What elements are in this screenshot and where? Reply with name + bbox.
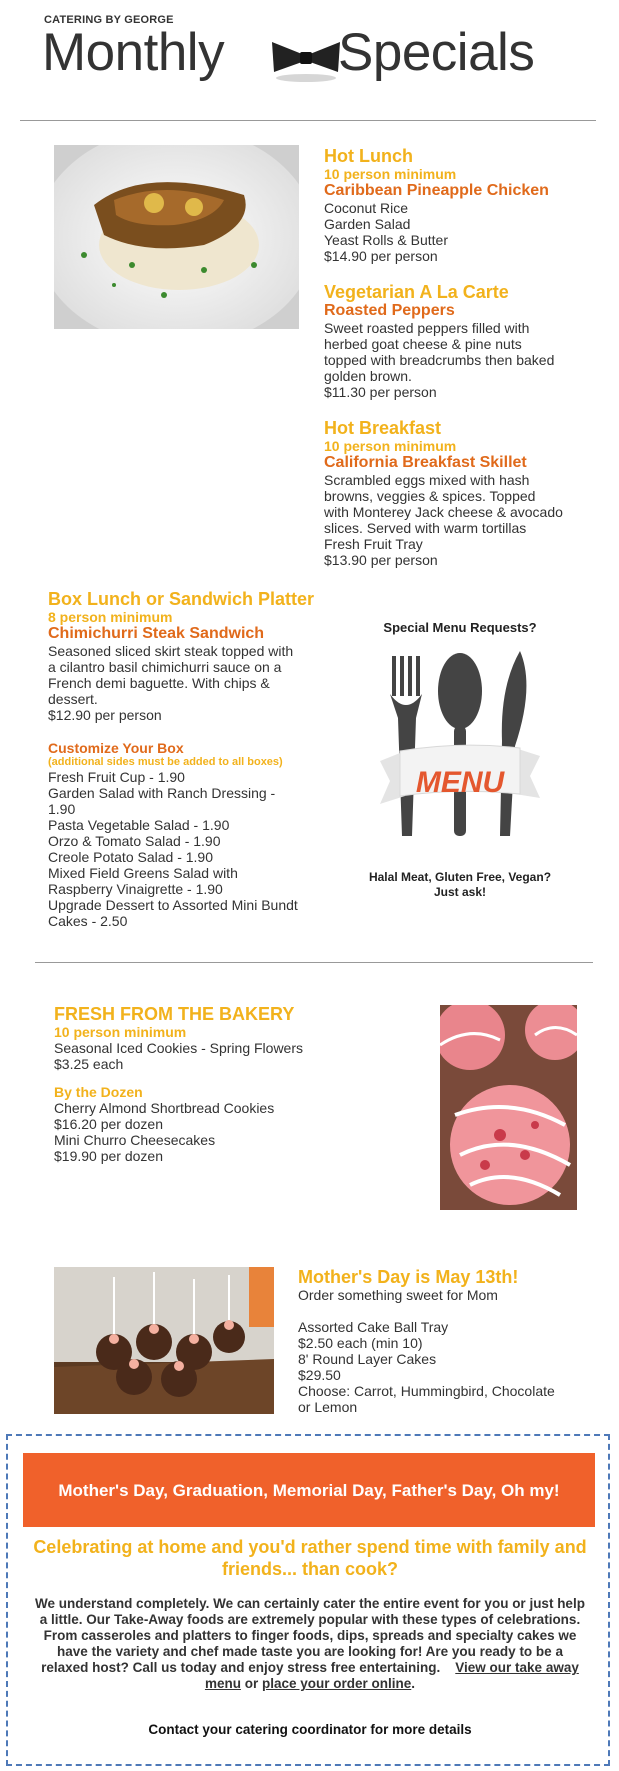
cookies-photo bbox=[440, 1005, 577, 1210]
list-item: Upgrade Dessert to Assorted Mini Bundt bbox=[48, 897, 298, 913]
list-item: Cherry Almond Shortbread Cookies bbox=[54, 1100, 275, 1116]
hot-lunch-title: Hot Lunch bbox=[324, 146, 413, 166]
page-title-monthly: Monthly bbox=[42, 23, 225, 82]
box-lunch-title: Box Lunch or Sandwich Platter bbox=[48, 589, 315, 609]
pineapple-chicken-photo bbox=[54, 145, 299, 329]
promo-heading: Celebrating at home and you'd rather spend time with family and friends... than cook? bbox=[33, 1537, 587, 1579]
list-item: Mixed Field Greens Salad with bbox=[48, 865, 238, 881]
vegetarian-dish: Roasted Peppers bbox=[324, 302, 455, 319]
list-item: $2.50 each (min 10) bbox=[298, 1335, 423, 1351]
divider bbox=[20, 120, 596, 121]
description-line: herbed goat cheese & pine nuts bbox=[324, 336, 522, 352]
promo-body-text: We understand completely. We can certainly cater the entire event for you or just help a little. Our Take-Away foods are extremely popular with these types of celebrations. From casseroles and platters to finger foods, dips, spreads and specialty cakes we have the variety and chef made taste you are looking for! Are you ready to be a relaxed host? Call us today and enjoy stress free entertaining. bbox=[35, 1596, 585, 1675]
description-line: browns, veggies & spices. Topped bbox=[324, 488, 536, 504]
special-menu-footer-line2: Just ask! bbox=[433, 885, 487, 899]
hot-lunch-price: $14.90 per person bbox=[324, 248, 438, 264]
list-item: $29.50 bbox=[298, 1367, 341, 1383]
divider bbox=[35, 962, 593, 963]
mothers-day-title: Mother's Day is May 13th! bbox=[298, 1267, 519, 1287]
customize-note: (additional sides must be added to all boxes) bbox=[48, 756, 283, 768]
hot-lunch-section bbox=[324, 146, 604, 264]
order-online-link[interactable]: place your order online bbox=[261, 1676, 412, 1691]
list-item: $3.25 each bbox=[54, 1056, 124, 1072]
list-item: Seasonal Iced Cookies - Spring Flowers bbox=[54, 1040, 304, 1056]
list-item: 8' Round Layer Cakes bbox=[298, 1351, 437, 1367]
description-line: Seasoned sliced skirt steak topped with bbox=[48, 643, 294, 659]
box-lunch-minimum: 8 person minimum bbox=[48, 609, 173, 625]
description-line: Scrambled eggs mixed with hash bbox=[324, 472, 530, 488]
bakery-dozen-title: By the Dozen bbox=[54, 1084, 143, 1100]
take-away-menu-link[interactable]: View our take away menu bbox=[204, 1660, 579, 1691]
list-item: Raspberry Vinaigrette - 1.90 bbox=[48, 881, 223, 897]
hot-lunch-dish: Caribbean Pineapple Chicken bbox=[324, 182, 549, 199]
description-line: slices. Served with warm tortillas bbox=[324, 520, 527, 536]
promo-body: We understand completely. We can certainly cater the entire event for you or just help a little. Our Take-Away foods are extremely popular with these types of celebrations. From casseroles and platters to finger foods, dips, spreads and specialty cakes we have the variety and chef made taste you are looking for! Are you ready to be a relaxed host? Call us today and enjoy stress free entertaining. View our take away menu or place your order online. bbox=[35, 1596, 585, 1691]
customize-title: Customize Your Box bbox=[48, 740, 184, 756]
list-item: Cakes - 2.50 bbox=[48, 913, 128, 929]
hot-breakfast-price: $13.90 per person bbox=[324, 552, 438, 568]
vegetarian-price: $11.30 per person bbox=[324, 384, 437, 400]
list-item: or Lemon bbox=[298, 1399, 358, 1415]
promo-banner: Mother's Day, Graduation, Memorial Day, Father's Day, Oh my! bbox=[23, 1453, 595, 1527]
list-item: Fresh Fruit Cup - 1.90 bbox=[48, 769, 185, 785]
list-item: Yeast Rolls & Butter bbox=[324, 232, 448, 248]
description-line: golden brown. bbox=[324, 368, 412, 384]
list-item: Creole Potato Salad - 1.90 bbox=[48, 849, 213, 865]
mothers-day-section bbox=[298, 1267, 598, 1415]
mothers-day-subtitle: Order something sweet for Mom bbox=[298, 1287, 498, 1303]
special-menu-footer-line1: Halal Meat, Gluten Free, Vegan? bbox=[368, 870, 552, 884]
special-menu-graphic bbox=[340, 606, 580, 906]
list-item: Garden Salad bbox=[324, 216, 411, 232]
promo-or-text: or bbox=[244, 1676, 259, 1691]
list-item: Assorted Cake Ball Tray bbox=[298, 1319, 449, 1335]
list-item: $19.90 per dozen bbox=[54, 1148, 163, 1164]
box-lunch-section bbox=[48, 589, 338, 723]
brand-name: CATERING BY GEORGE bbox=[44, 14, 174, 26]
hot-breakfast-minimum: 10 person minimum bbox=[324, 438, 457, 454]
utensils-icon bbox=[380, 646, 540, 846]
cake-pops-photo bbox=[54, 1267, 274, 1414]
page-title-specials: Specials bbox=[338, 23, 535, 82]
list-item: $16.20 per dozen bbox=[54, 1116, 163, 1132]
list-item: Coconut Rice bbox=[324, 200, 409, 216]
vegetarian-title: Vegetarian A La Carte bbox=[324, 282, 509, 302]
list-item: 1.90 bbox=[48, 801, 76, 817]
vegetarian-section bbox=[324, 282, 604, 400]
hot-breakfast-dish: California Breakfast Skillet bbox=[324, 454, 527, 471]
description-line: Sweet roasted peppers filled with bbox=[324, 320, 530, 336]
list-item: Choose: Carrot, Hummingbird, Chocolate bbox=[298, 1383, 555, 1399]
description-line: dessert. bbox=[48, 691, 98, 707]
bakery-minimum: 10 person minimum bbox=[54, 1024, 187, 1040]
list-item: Pasta Vegetable Salad - 1.90 bbox=[48, 817, 230, 833]
promo-contact: Contact your catering coordinator for more details bbox=[148, 1722, 472, 1737]
list-item: Garden Salad with Ranch Dressing - bbox=[48, 785, 276, 801]
list-item: Orzo & Tomato Salad - 1.90 bbox=[48, 833, 221, 849]
hot-breakfast-title: Hot Breakfast bbox=[324, 418, 442, 438]
bowtie-icon bbox=[268, 32, 344, 84]
hot-lunch-minimum: 10 person minimum bbox=[324, 166, 457, 182]
special-menu-heading: Special Menu Requests? bbox=[383, 620, 537, 635]
box-lunch-price: $12.90 per person bbox=[48, 707, 162, 723]
box-lunch-dish: Chimichurri Steak Sandwich bbox=[48, 625, 265, 642]
description-line: Fresh Fruit Tray bbox=[324, 536, 423, 552]
description-line: French demi baguette. With chips & bbox=[48, 675, 270, 691]
hot-breakfast-section bbox=[324, 418, 609, 568]
description-line: a cilantro basil chimichurri sauce on a bbox=[48, 659, 282, 675]
bakery-title: FRESH FROM THE BAKERY bbox=[54, 1004, 295, 1024]
customize-box-section bbox=[48, 740, 338, 929]
description-line: with Monterey Jack cheese & avocado bbox=[324, 504, 563, 520]
bakery-section bbox=[54, 1004, 384, 1164]
list-item: Mini Churro Cheesecakes bbox=[54, 1132, 216, 1148]
menu-badge: MENU bbox=[415, 766, 505, 799]
description-line: topped with breadcrumbs then baked bbox=[324, 352, 555, 368]
